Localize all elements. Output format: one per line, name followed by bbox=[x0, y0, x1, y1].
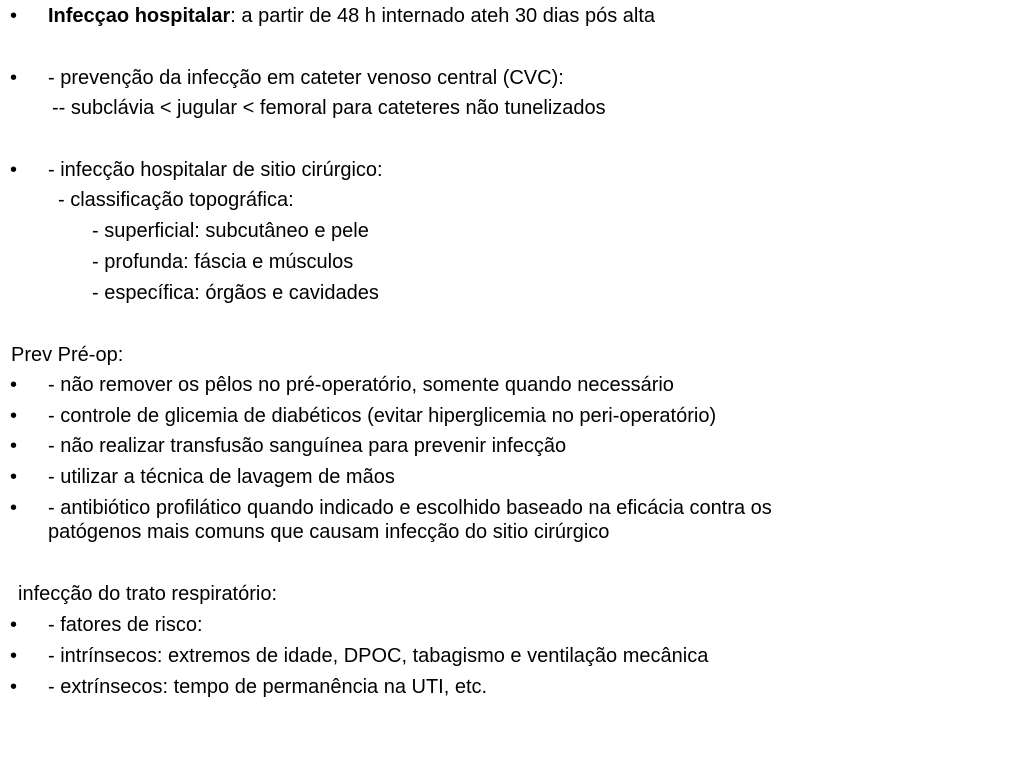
bullet-icon: • bbox=[10, 497, 18, 519]
preop-item-text: - controle de glicemia de diabéticos (evitar hiperglicemia no peri-operatório) bbox=[48, 405, 717, 427]
respiratory-item-text: - fatores de risco: bbox=[48, 614, 203, 636]
bullet-icon: • bbox=[10, 645, 18, 667]
classification-item-text: - superficial: subcutâneo e pele bbox=[92, 220, 369, 242]
bullet-icon: • bbox=[10, 614, 18, 636]
bullet-icon: • bbox=[10, 435, 18, 457]
bullet-icon: • bbox=[10, 405, 18, 427]
classification-line: - classificação topográfica: bbox=[58, 189, 294, 211]
respiratory-title: infecção do trato respiratório: bbox=[18, 583, 278, 605]
cvc-sub-line: -- subclávia < jugular < femoral para cateteres não tunelizados bbox=[52, 97, 606, 119]
cvc-line: - prevenção da infecção em cateter venoso central (CVC): bbox=[48, 67, 564, 89]
preop-item-text: - não remover os pêlos no pré-operatório, somente quando necessário bbox=[48, 374, 674, 396]
preop-item-text: - utilizar a técnica de lavagem de mãos bbox=[48, 466, 395, 488]
heading-text bbox=[48, 4, 655, 29]
bullet-icon: • bbox=[10, 5, 18, 27]
respiratory-item-text: - extrínsecos: tempo de permanência na UTI, etc. bbox=[48, 676, 488, 698]
bullet-icon: • bbox=[10, 676, 18, 698]
bullet-icon: • bbox=[10, 466, 18, 488]
preop-item-text: patógenos mais comuns que causam infecção do sitio cirúrgico bbox=[48, 521, 610, 543]
heading-rest: : a partir de 48 h internado ateh 30 dias pós alta bbox=[230, 5, 656, 27]
bullet-icon: • bbox=[10, 67, 18, 89]
bullet-icon: • bbox=[10, 159, 18, 181]
surgical-site-line: - infecção hospitalar de sitio cirúrgico: bbox=[48, 159, 383, 181]
heading-bold: Infecçao hospitalar bbox=[48, 5, 231, 27]
classification-item-text: - específica: órgãos e cavidades bbox=[92, 282, 379, 304]
preop-title: Prev Pré-op: bbox=[11, 344, 124, 366]
classification-item-text: - profunda: fáscia e músculos bbox=[92, 251, 354, 273]
bullet-icon: • bbox=[10, 374, 18, 396]
preop-item-text: - não realizar transfusão sanguínea para prevenir infecção bbox=[48, 435, 567, 457]
respiratory-item-text: - intrínsecos: extremos de idade, DPOC, tabagismo e ventilação mecânica bbox=[48, 645, 709, 667]
preop-item-text: - antibiótico profilático quando indicado e escolhido baseado na eficácia contra os bbox=[48, 497, 772, 519]
